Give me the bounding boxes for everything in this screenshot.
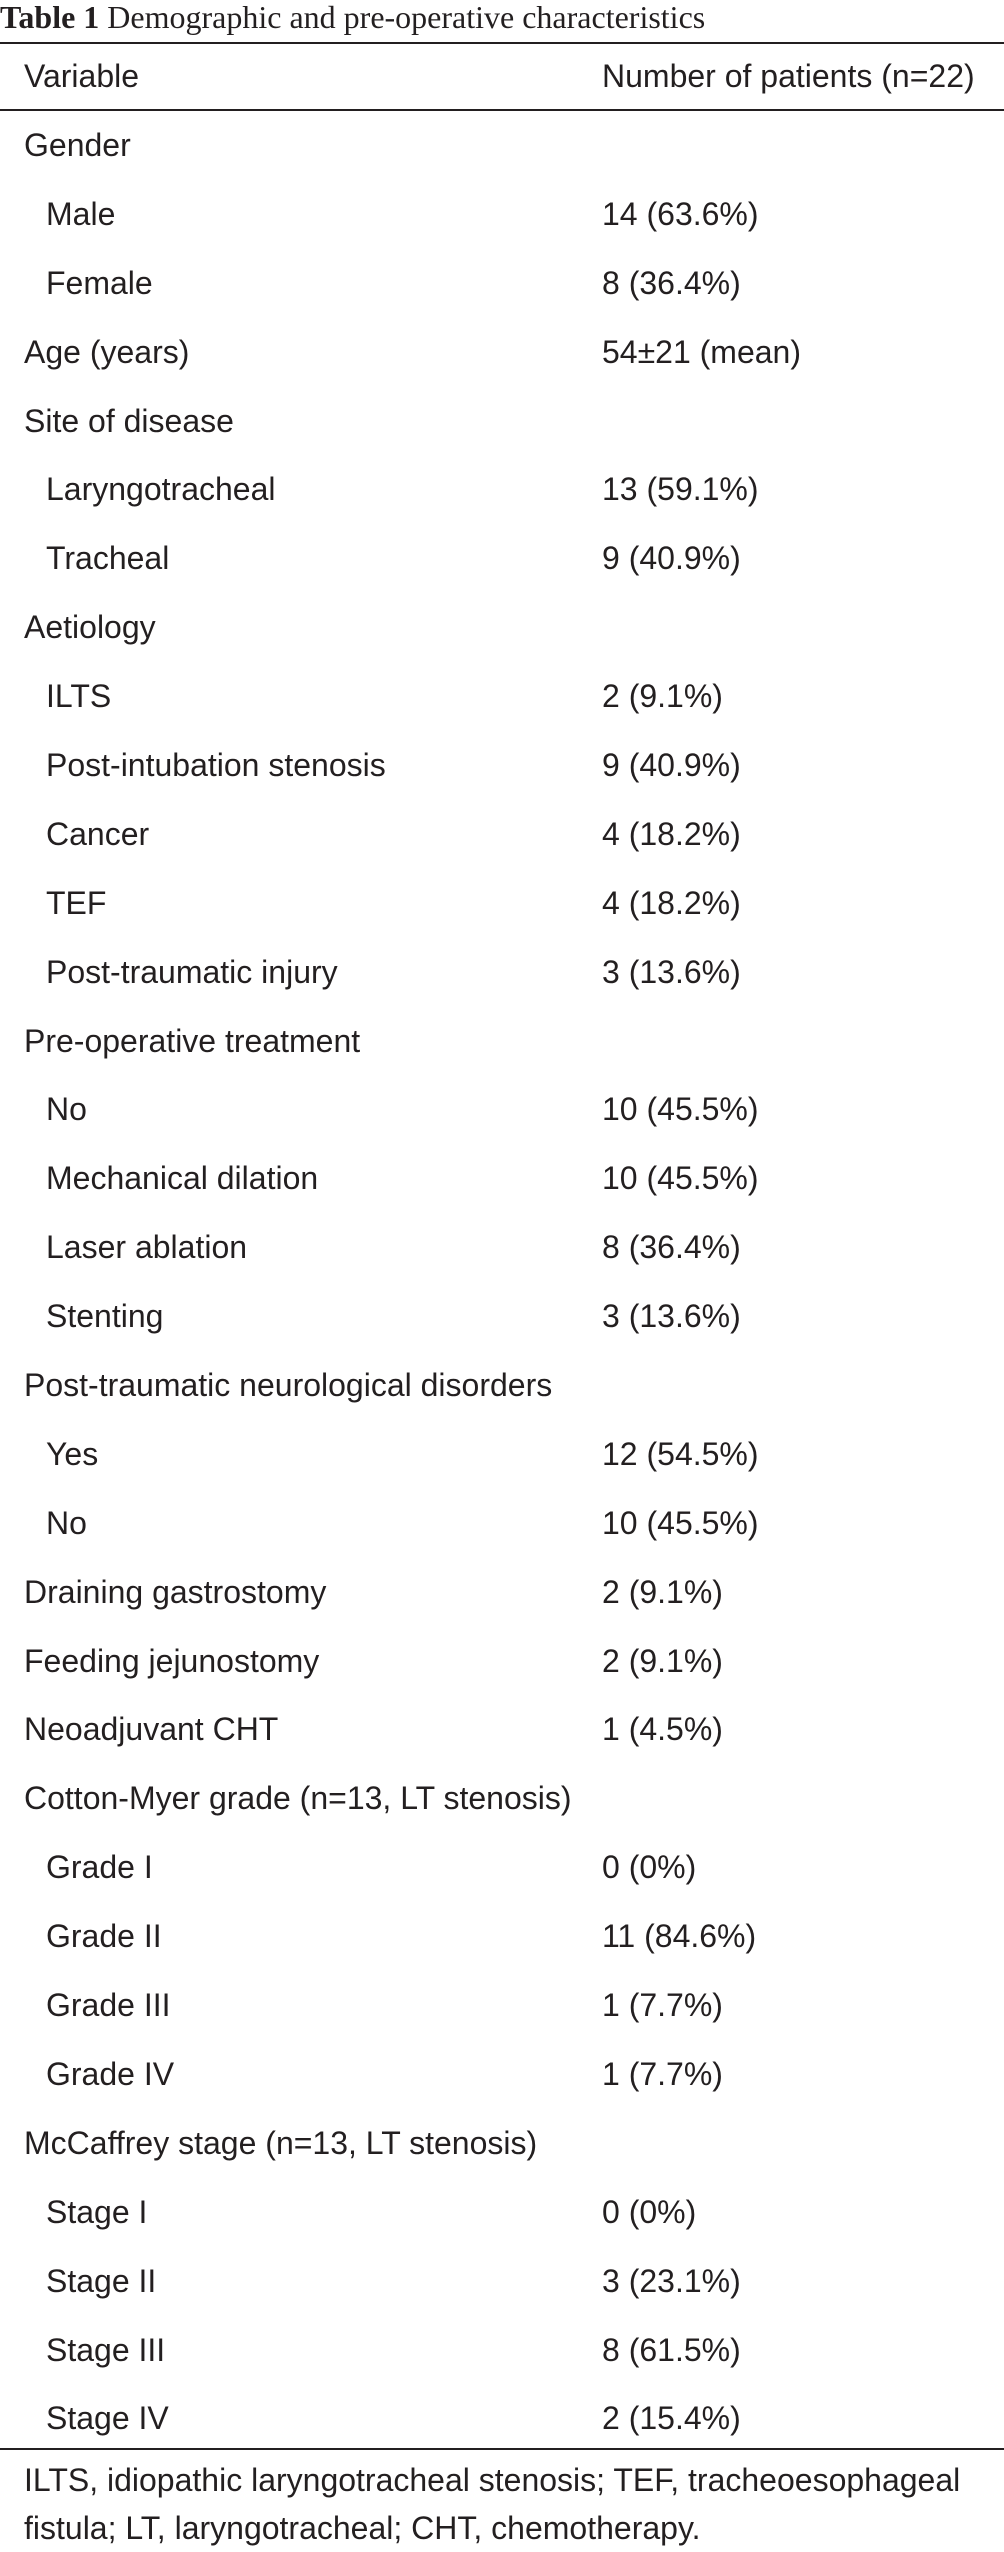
row-label: Stage II — [46, 2262, 157, 2299]
table-row — [0, 1007, 1004, 1076]
row-label: Grade IV — [46, 2055, 175, 2092]
row-label: Grade III — [46, 1987, 171, 2024]
row-label: Age (years) — [24, 333, 190, 370]
row-label: McCaffrey stage (n=13, LT stenosis) — [24, 2124, 538, 2161]
table-row — [0, 1695, 1004, 1764]
row-value: 2 (9.1%) — [602, 1642, 723, 1679]
table-row — [0, 1489, 1004, 1558]
row-label: Post-traumatic neurological disorders — [24, 1367, 553, 1404]
table-header — [0, 44, 1004, 109]
row-label: Grade I — [46, 1849, 153, 1886]
table-row — [0, 1902, 1004, 1971]
row-value: 2 (9.1%) — [602, 678, 723, 715]
row-label: Tracheal — [46, 540, 170, 577]
table-caption — [0, 0, 705, 40]
table-row — [0, 1213, 1004, 1282]
row-value: 10 (45.5%) — [602, 1160, 759, 1197]
row-label: Male — [46, 195, 116, 232]
table-row — [0, 662, 1004, 731]
row-label: Laser ablation — [46, 1229, 248, 1266]
table-row — [0, 2040, 1004, 2109]
table-row — [0, 800, 1004, 869]
table-row — [0, 731, 1004, 800]
table-row — [0, 1282, 1004, 1351]
row-value: 4 (18.2%) — [602, 884, 741, 921]
row-value: 14 (63.6%) — [602, 195, 759, 232]
row-label: Pre-operative treatment — [24, 1022, 361, 1059]
row-label: Female — [46, 264, 153, 301]
row-label: Stage I — [46, 2193, 148, 2230]
row-label: ILTS — [46, 678, 112, 715]
row-value: 13 (59.1%) — [602, 471, 759, 508]
table-row — [0, 1144, 1004, 1213]
table-row — [0, 593, 1004, 662]
row-label: Post-intubation stenosis — [46, 747, 386, 784]
table-row — [0, 2109, 1004, 2178]
table-label: Table 1 — [0, 0, 100, 35]
bottom-rule — [0, 2448, 1004, 2450]
row-value: 8 (61.5%) — [602, 2331, 741, 2368]
row-label: TEF — [46, 884, 107, 921]
row-label: Gender — [24, 127, 131, 163]
table-row — [0, 2178, 1004, 2247]
row-value: 2 (9.1%) — [602, 1573, 723, 1610]
row-label: Stage III — [46, 2331, 166, 2368]
table-row — [0, 455, 1004, 524]
row-value: 8 (36.4%) — [602, 1229, 741, 1266]
row-label: Grade II — [46, 1918, 162, 1955]
row-value: 1 (4.5%) — [602, 1711, 723, 1748]
header-patient-count: Number of patients (n=22) — [602, 58, 975, 94]
table-row — [0, 2247, 1004, 2316]
table-row — [0, 1764, 1004, 1833]
row-label: Draining gastrostomy — [24, 1573, 327, 1610]
row-label: Aetiology — [24, 609, 156, 646]
row-label: Yes — [46, 1435, 99, 1472]
row-value: 1 (7.7%) — [602, 1987, 723, 2024]
table-row — [0, 1558, 1004, 1627]
row-value: 4 (18.2%) — [602, 815, 741, 852]
row-value: 10 (45.5%) — [602, 1504, 759, 1541]
row-label: Laryngotracheal — [46, 471, 276, 508]
table-row — [0, 1971, 1004, 2040]
row-value: 9 (40.9%) — [602, 747, 741, 784]
table-row — [0, 2316, 1004, 2385]
table-row — [0, 1627, 1004, 1696]
table-row — [0, 938, 1004, 1007]
row-label: Feeding jejunostomy — [24, 1642, 320, 1679]
table-row — [0, 111, 1004, 180]
row-label: Post-traumatic injury — [46, 953, 338, 990]
table-row — [0, 180, 1004, 249]
table-body — [0, 111, 1004, 2453]
row-value: 0 (0%) — [602, 2193, 697, 2230]
table-row — [0, 524, 1004, 593]
row-label: Cotton-Myer grade (n=13, LT stenosis) — [24, 1780, 572, 1817]
row-value: 0 (0%) — [602, 1849, 697, 1886]
row-label: Site of disease — [24, 402, 234, 439]
table-row — [0, 249, 1004, 318]
header-variable: Variable — [24, 58, 140, 94]
row-value: 1 (7.7%) — [602, 2055, 723, 2092]
row-value: 10 (45.5%) — [602, 1091, 759, 1128]
row-value: 3 (13.6%) — [602, 1298, 741, 1335]
table-row — [0, 387, 1004, 456]
row-value: 3 (23.1%) — [602, 2262, 741, 2299]
table-row — [0, 1420, 1004, 1489]
table-row — [0, 2384, 1004, 2453]
row-label: Stage IV — [46, 2400, 169, 2437]
table-row — [0, 318, 1004, 387]
table-title: Demographic and pre-operative characteristics — [107, 0, 706, 35]
row-value: 11 (84.6%) — [602, 1918, 757, 1955]
row-value: 54±21 (mean) — [602, 333, 801, 370]
table-row — [0, 1075, 1004, 1144]
table-footnote: ILTS, idiopathic laryngotracheal stenosis; TEF, tracheoesophageal fistula; LT, laryngotracheal; CHT, chemotherapy. — [24, 2462, 961, 2546]
row-label: No — [46, 1504, 87, 1541]
table-row — [0, 1351, 1004, 1420]
row-label: Cancer — [46, 815, 150, 852]
row-label: No — [46, 1091, 87, 1128]
row-value: 9 (40.9%) — [602, 540, 741, 577]
table-row — [0, 869, 1004, 938]
row-value: 8 (36.4%) — [602, 264, 741, 301]
row-value: 12 (54.5%) — [602, 1435, 759, 1472]
row-label: Neoadjuvant CHT — [24, 1711, 279, 1748]
row-label: Stenting — [46, 1298, 164, 1335]
row-value: 2 (15.4%) — [602, 2400, 741, 2437]
row-value: 3 (13.6%) — [602, 953, 741, 990]
table-row — [0, 1833, 1004, 1902]
row-label: Mechanical dilation — [46, 1160, 319, 1197]
